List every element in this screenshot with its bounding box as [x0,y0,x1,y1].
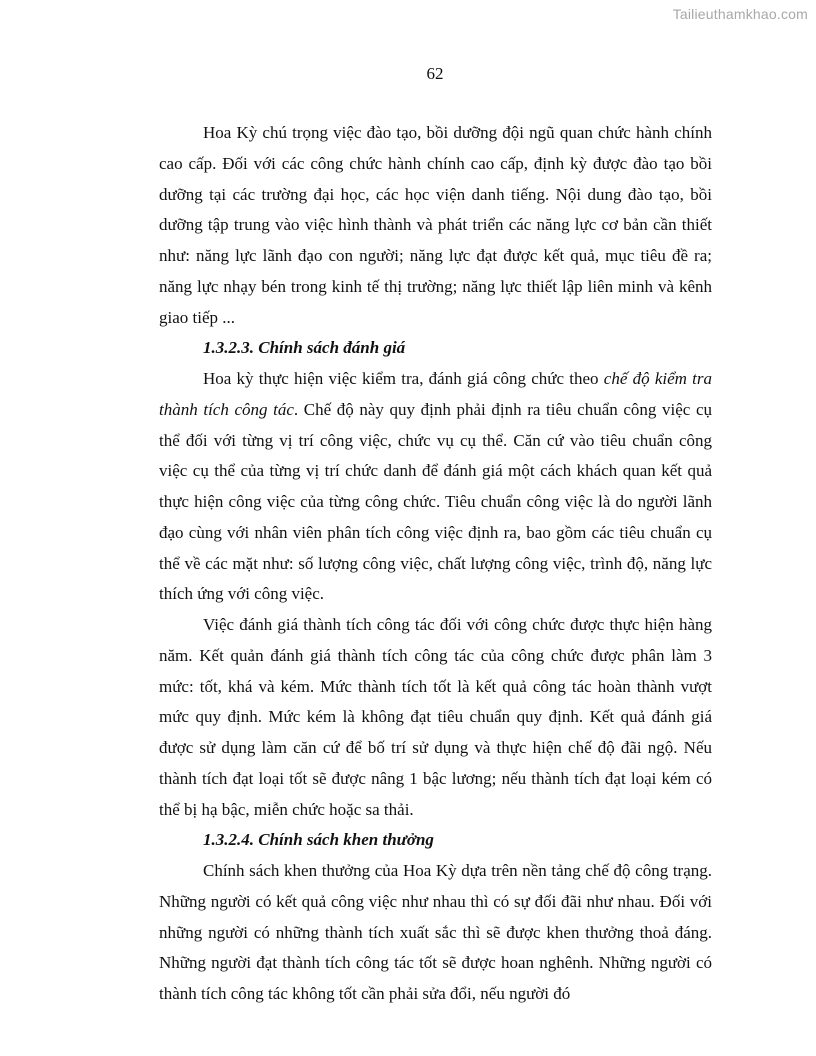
paragraph-text: Hoa kỳ thực hiện việc kiểm tra, đánh giá công chức theo [203,369,604,388]
section-heading-evaluation: 1.3.2.3. Chính sách đánh giá [203,338,406,358]
italic-term: chế độ kiểm tra thành tích công tác [159,369,712,419]
paragraph-training: Hoa Kỳ chú trọng việc đào tạo, bồi dưỡng đội ngũ quan chức hành chính cao cấp. Đối với các công chức hành chính cao cấp, định kỳ được đào tạo bồi dưỡng tại các trường đại học, các học viện danh tiếng. Nội dung đào tạo, bồi dưỡng tập trung vào việc hình thành và phát triển các năng lực cơ bản cần thiết như: năng lực lãnh đạo con người; năng lực đạt được kết quả, mục tiêu đề ra; năng lực nhạy bén trong kinh tế thị trường; năng lực thiết lập liên minh và kênh giao tiếp ... [159,123,712,327]
paragraph-evaluation-system [159,364,712,610]
document-body [159,118,712,1010]
paragraph-text: . Chế độ này quy định phải định ra tiêu chuẩn công việc cụ thể đối với từng vị trí công việc, chức vụ cụ thể. Căn cứ vào tiêu chuẩn công việc cụ thể của từng vị trí chức danh để đánh giá một cách khách quan kết quả thực hiện công việc của từng công chức. Tiêu chuẩn công việc là do người lãnh đạo cùng với nhân viên phân tích công việc định ra, bao gồm các tiêu chuẩn cụ thể về các mặt như: số lượng công việc, chất lượng công việc, trình độ, năng lực thích ứng với công việc. [159,399,713,604]
watermark: Tailieuthamkhao.com [672,6,808,22]
section-heading-rewards: 1.3.2.4. Chính sách khen thưởng [203,830,434,850]
paragraph-rewards: Chính sách khen thưởng của Hoa Kỳ dựa trên nền tảng chế độ công trạng. Những người có kết quả công việc như nhau thì có sự đối đãi như nhau. Đối với những người có những thành tích xuất sắc thì sẽ được khen thưởng thoả đáng. Những người đạt thành tích công tác tốt sẽ được hoan nghênh. Những người có thành tích công tác không tốt cần phải sửa đổi, nếu người đó [159,861,712,1003]
paragraph-evaluation-results: Việc đánh giá thành tích công tác đối với công chức được thực hiện hàng năm. Kết quản đánh giá thành tích công tác của công chức được phân làm 3 mức: tốt, khá và kém. Mức thành tích tốt là kết quả công tác hoàn thành vượt mức quy định. Mức kém là không đạt tiêu chuẩn quy định. Kết quả đánh giá được sử dụng làm căn cứ để bố trí sử dụng và thực hiện chế độ đãi ngộ. Nếu thành tích đạt loại tốt sẽ được nâng 1 bậc lương; nếu thành tích đạt loại kém có thể bị hạ bậc, miễn chức hoặc sa thải. [159,615,712,819]
page-number: 62 [426,64,444,83]
